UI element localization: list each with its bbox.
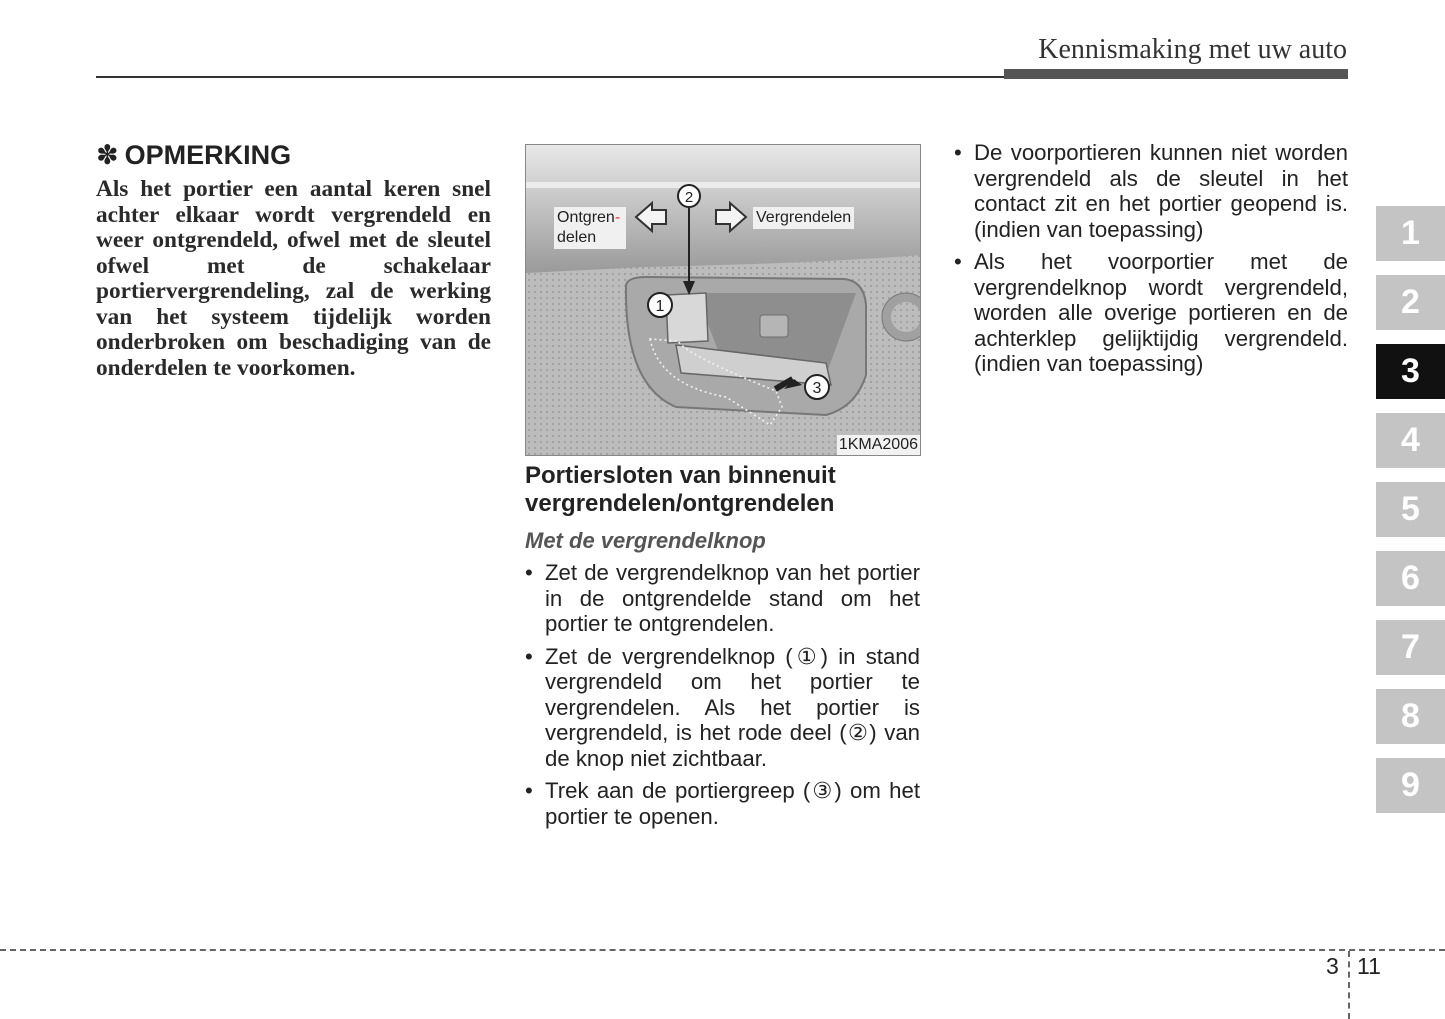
marker-1 [648,293,672,317]
section-inside-locks [525,462,920,836]
lock-label: Vergrendelen [753,207,854,229]
footer-rule [0,949,1445,951]
list-item: • De voorportieren kunnen niet worden vergrendeld als de sleutel in het contact zit en het portier geopend is.(indien van toepassing) [954,140,1348,242]
section-title: Portiersloten van binnenuit vergrendelen/ontgrendelen [525,462,836,517]
right-column [954,140,1348,384]
section-bullets [525,560,920,829]
figure-code: 1KMA2006 [838,436,918,453]
note-heading-text: OPMERKING [124,140,292,170]
note-heading [96,140,491,171]
header-rule [96,76,1006,78]
chapter-tab-2[interactable]: 2 [1376,275,1445,330]
header-rule-accent [1004,69,1348,79]
list-item: • Trek aan de portiergreep (③) om het portier te openen. [525,778,920,829]
list-item: • Als het voorportier met de vergrendelknop wordt vergrendeld, worden alle overige portieren en de achterklep gelijktijdig vergrendeld. (indien van toepassing) [954,249,1348,377]
marker-3 [805,375,829,399]
footer-chapter-number: 3 [1326,953,1339,979]
running-header: Kennismaking met uw auto [1038,34,1347,65]
footer-page-number: 11 [1357,953,1381,979]
marker-2 [678,185,700,207]
chapter-tab-7[interactable]: 7 [1376,620,1445,675]
door-lock-figure [525,144,921,456]
chapter-tab-1[interactable]: 1 [1376,206,1445,261]
note-body: Als het portier een aantal keren snel achter elkaar wordt vergrendeld en weer ontgrendeld, ofwel met de sleutel ofwel met de schakelaar portiervergrendeling, zal de werking van het systeem tijdelijk worden onderbroken om beschadiging van de onderdelen te voorkomen. [96,176,491,381]
note-box [96,140,491,381]
section-subtitle: Met de vergrendelknop [525,528,766,553]
svg-text:3: 3 [812,380,822,397]
chapter-tabs [1376,206,1445,827]
list-item: • Zet de vergrendelknop (①) in stand vergrendeld om het portier te vergrendelen. Als het portier is vergrendeld, is het rode deel (②) van de knop niet zichtbaar. [525,644,920,772]
right-bullets [954,140,1348,377]
footer-divider [1348,951,1350,1019]
chapter-tab-5[interactable]: 5 [1376,482,1445,537]
note-star-icon: ✽ [96,140,119,170]
svg-text:2: 2 [684,189,694,206]
door-handle-illustration [526,145,920,455]
chapter-tab-8[interactable]: 8 [1376,689,1445,744]
chapter-tab-3[interactable]: 3 [1376,344,1445,399]
svg-text:1: 1 [655,298,665,315]
chapter-tab-4[interactable]: 4 [1376,413,1445,468]
chapter-tab-6[interactable]: 6 [1376,551,1445,606]
unlock-label: Ontgren- delen [554,207,626,249]
chapter-tab-9[interactable]: 9 [1376,758,1445,813]
list-item: • Zet de vergrendelknop van het portier in de ontgrendelde stand om het portier te ontgrendelen. [525,560,920,637]
